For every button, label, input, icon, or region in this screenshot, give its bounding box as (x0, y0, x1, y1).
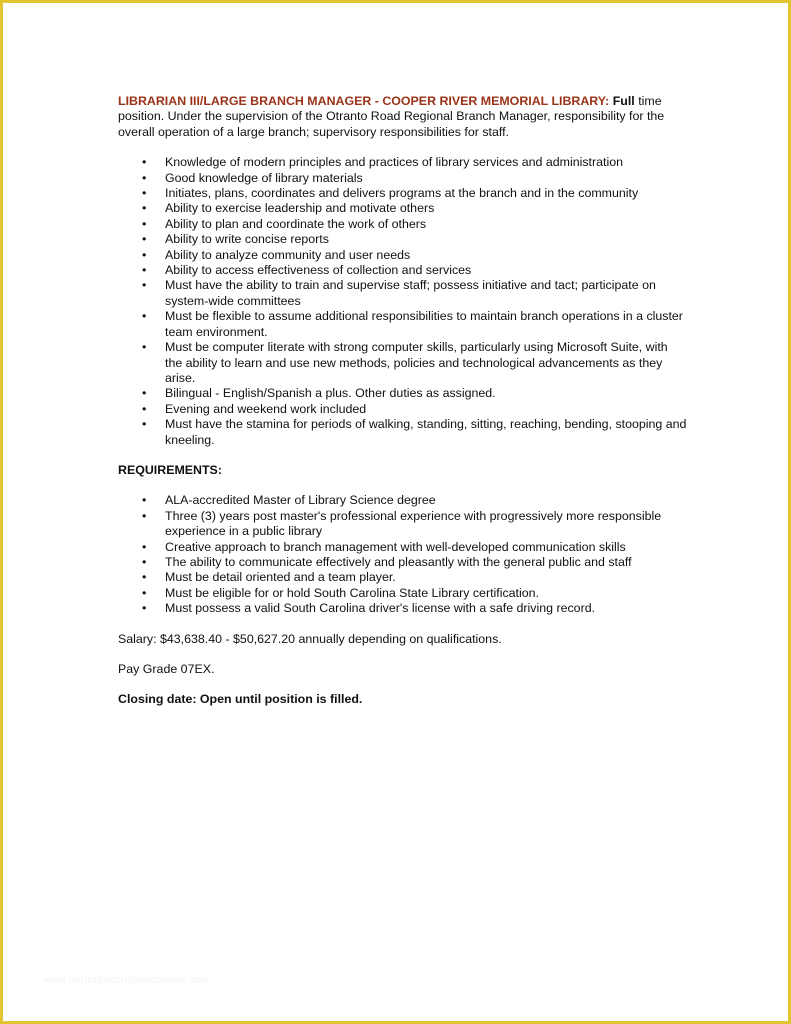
duty-list-item: • Must have the stamina for periods of walking, standing, sitting, reaching, bending, stooping and kneeling. (118, 417, 688, 448)
duty-list-item: • Ability to plan and coordinate the work of others (118, 217, 688, 232)
requirement-list-item: • Three (3) years post master's professional experience with progressively more responsible experience in a public library (118, 509, 688, 540)
duty-list-item: • Good knowledge of library materials (118, 171, 688, 186)
duty-list-item: • Ability to analyze community and user needs (118, 248, 688, 263)
duty-list-item: • Knowledge of modern principles and practices of library services and administration (118, 155, 688, 170)
position-title: LIBRARIAN III/LARGE BRANCH MANAGER - COOPER RIVER MEMORIAL LIBRARY: (118, 94, 610, 108)
requirement-list-item: • The ability to communicate effectively and pleasantly with the general public and staff (118, 555, 688, 570)
duty-list-item: • Must be computer literate with strong computer skills, particularly using Microsoft Suite, with the ability to learn and use new methods, policies and technological advancements as they arise. (118, 340, 688, 386)
requirement-list-item: • Must be eligible for or hold South Carolina State Library certification. (118, 586, 688, 601)
requirement-list-item: • Must be detail oriented and a team player. (118, 570, 688, 585)
closing-date-text: Closing date: Open until position is filled. (118, 692, 363, 707)
duty-list-item: • Initiates, plans, coordinates and delivers programs at the branch and in the community (118, 186, 688, 201)
duties-list (118, 155, 688, 448)
duty-list-item: • Ability to write concise reports (118, 232, 688, 247)
requirements-list (118, 493, 688, 616)
salary-text: Salary: $43,638.40 - $50,627.20 annually depending on qualifications. (118, 631, 502, 646)
requirements-heading: REQUIREMENTS: (118, 462, 222, 477)
intro-paragraph (118, 94, 688, 140)
position-type: Full (612, 94, 635, 108)
requirement-list-item: • ALA-accredited Master of Library Science degree (118, 493, 688, 508)
watermark-text: www.heritagechristiancollege.com (43, 975, 210, 986)
position-description: time position. Under the supervision of the Otranto Road Regional Branch Manager, responsibility for the overall operation of a large branch; supervisory responsibilities for staff. (118, 94, 665, 139)
requirement-list-item: • Must possess a valid South Carolina driver's license with a safe driving record. (118, 601, 688, 616)
requirement-list-item: • Creative approach to branch management with well-developed communication skills (118, 540, 688, 555)
document-content (118, 94, 688, 708)
duty-list-item: • Must have the ability to train and supervise staff; possess initiative and tact; participate on system-wide committees (118, 278, 688, 309)
duty-list-item: • Bilingual - English/Spanish a plus. Other duties as assigned. (118, 386, 688, 401)
duty-list-item: • Must be flexible to assume additional responsibilities to maintain branch operations in a cluster team environment. (118, 309, 688, 340)
duty-list-item: • Ability to exercise leadership and motivate others (118, 201, 688, 216)
duty-list-item: • Ability to access effectiveness of collection and services (118, 263, 688, 278)
pay-grade-text: Pay Grade 07EX. (118, 662, 215, 676)
duty-list-item: • Evening and weekend work included (118, 402, 688, 417)
